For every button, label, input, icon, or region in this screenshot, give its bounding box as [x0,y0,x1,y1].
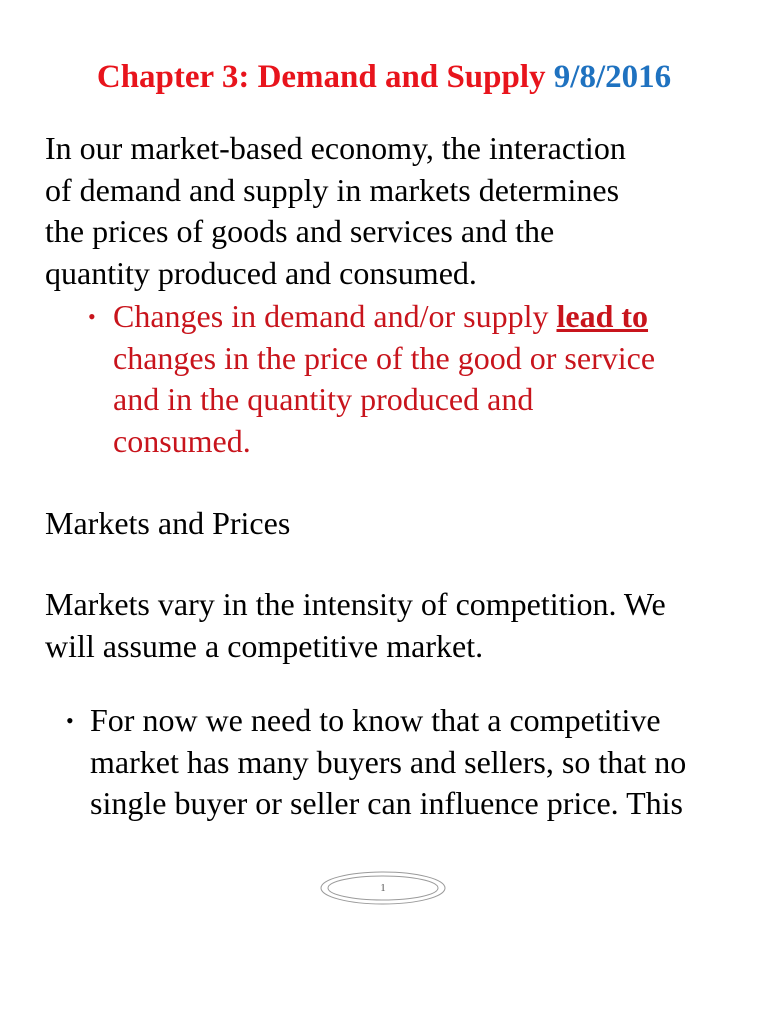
markets-line: Markets vary in the intensity of competition. We [45,586,666,622]
markets-line: will assume a competitive market. [45,627,484,664]
date-label: 9/8/2016 [553,59,672,95]
bullet-icon: • [66,708,74,733]
bullet-icon: • [88,304,96,329]
page-number-badge [319,870,447,906]
intro-line: the prices of goods and services and the [45,213,555,249]
black-bullet-line: For now we need to know that a competitive [90,702,661,738]
intro-line: In our market-based economy, the interaction [45,130,626,166]
section-heading-text: Markets and Prices [45,505,291,541]
section-heading [45,503,290,545]
emphasis-text: lead to [556,298,649,334]
black-bullet-text [90,700,686,825]
red-bullet-line: consumed. [113,422,251,459]
page-number: 1 [380,882,386,894]
black-bullet-line: single buyer or seller can influence price. This [90,785,683,821]
black-bullet-line: market has many buyers and sellers, so that no [90,743,687,780]
intro-line: of demand and supply in markets determines [45,171,620,208]
chapter-title: Chapter 3: Demand and Supply [96,59,554,95]
red-bullet-line: changes in the price of the good or service [113,339,656,376]
red-bullet-text [113,296,655,462]
intro-paragraph [45,128,626,294]
markets-paragraph [45,584,666,667]
red-bullet-line [113,296,655,338]
red-bullet-line: and in the quantity produced and [113,381,534,417]
red-bullet-line-start: Changes in demand and/or supply [113,298,557,334]
page-title [0,55,768,99]
intro-line: quantity produced and consumed. [45,254,477,291]
